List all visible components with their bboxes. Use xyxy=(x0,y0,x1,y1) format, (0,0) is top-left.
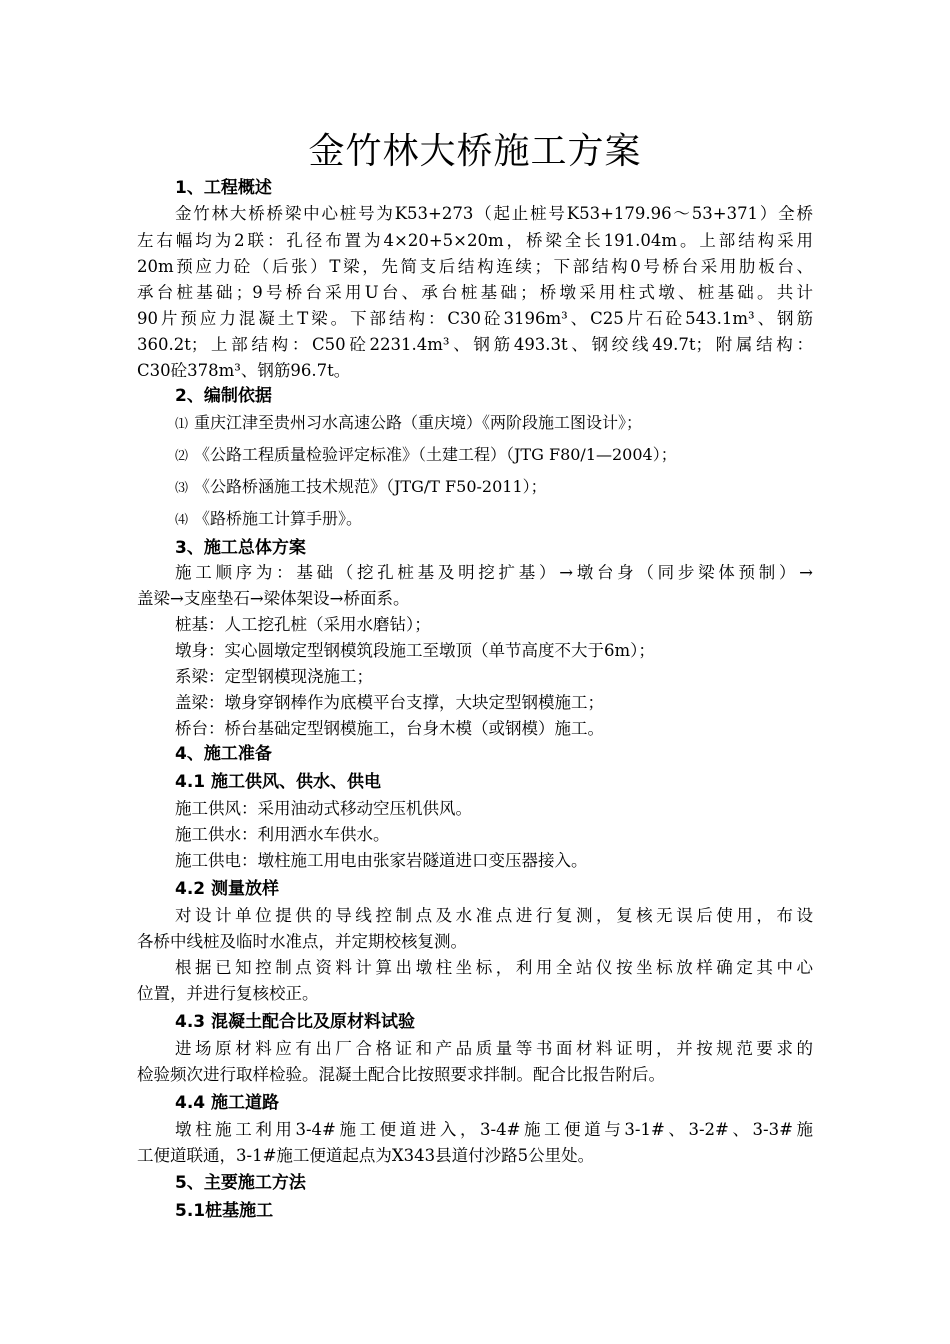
section-heading-methods: 5、主要施工方法 xyxy=(175,1173,306,1193)
paragraph-line: 施工顺序为：基础（挖孔桩基及明挖扩基）→墩台身（同步梁体预制）→ xyxy=(175,563,813,582)
paragraph-line: 进场原材料应有出厂合格证和产品质量等书面材料证明，并按规范要求的 xyxy=(175,1039,813,1058)
paragraph-line: 工便道联通，3-1#施工便道起点为X343县道付沙路5公里处。 xyxy=(137,1146,595,1165)
section-heading-overview: 1、工程概述 xyxy=(175,178,272,198)
paragraph-line: 桩基：人工挖孔桩（采用水磨钻）； xyxy=(175,615,431,634)
section-heading-preparation: 4、施工准备 xyxy=(175,744,272,764)
paragraph-line: 施工供电：墩柱施工用电由张家岩隧道进口变压器接入。 xyxy=(175,851,588,870)
paragraph-line: 360.2t；上部结构：C50砼2231.4m³、钢筋493.3t、钢绞线49.7t；附属结构： xyxy=(137,335,813,354)
paragraph-line: 20m预应力砼（后张）T梁，先简支后结构连续；下部结构0号桥台采用肋板台、 xyxy=(137,257,813,276)
paragraph-line: 盖梁→支座垫石→梁体架设→桥面系。 xyxy=(137,589,410,608)
paragraph-line: 左右幅均为2联：孔径布置为4×20+5×20m，桥梁全长191.04m。上部结构采用 xyxy=(137,231,813,250)
reference-text: 重庆江津至贵州习水高速公路（重庆境）《两阶段施工图设计》； xyxy=(194,413,643,432)
paragraph-line: 桥台：桥台基础定型钢模施工，台身木模（或钢模）施工。 xyxy=(175,719,604,738)
subsection-heading-survey: 4.2 测量放样 xyxy=(175,879,280,899)
subsection-heading-pile-foundation: 5.1桩基施工 xyxy=(175,1201,274,1221)
paragraph-line: 90片预应力混凝土T梁。下部结构：C30砼3196m³、C25片石砼543.1m³、钢筋 xyxy=(137,309,813,328)
paragraph-line: C30砼378m³、钢筋96.7t。 xyxy=(137,361,351,380)
paragraph-line: 施工供水：利用洒水车供水。 xyxy=(175,825,390,844)
paragraph-line: 位置，并进行复核校正。 xyxy=(137,984,319,1003)
paragraph-line: 施工供风：采用油动式移动空压机供风。 xyxy=(175,799,472,818)
section-heading-overall-plan: 3、施工总体方案 xyxy=(175,538,306,558)
reference-item xyxy=(175,506,362,534)
paragraph-line: 墩身：实心圆墩定型钢模筑段施工至墩顶（单节高度不大于6m）； xyxy=(175,641,655,660)
subsection-heading-utilities: 4.1 施工供风、供水、供电 xyxy=(175,772,382,792)
paragraph-line: 系梁：定型钢模现浇施工； xyxy=(175,667,373,686)
reference-item xyxy=(175,442,677,470)
reference-number: ⑷ xyxy=(175,513,189,528)
reference-item xyxy=(175,474,547,502)
paragraph-line: 检验频次进行取样检验。混凝土配合比按照要求拌制。配合比报告附后。 xyxy=(137,1065,665,1084)
paragraph-line: 墩柱施工利用3-4#施工便道进入，3-4#施工便道与3-1#、3-2#、3-3#施 xyxy=(175,1120,813,1139)
reference-number: ⑶ xyxy=(175,481,189,496)
paragraph-line: 金竹林大桥桥梁中心桩号为K53+273（起止桩号K53+179.96～53+371）全桥 xyxy=(175,204,813,223)
reference-item xyxy=(175,410,642,438)
document-title: 金竹林大桥施工方案 xyxy=(308,131,642,172)
reference-number: ⑴ xyxy=(175,417,189,432)
paragraph-line: 各桥中线桩及临时水准点，并定期校核复测。 xyxy=(137,932,467,951)
paragraph-line: 根据已知控制点资料计算出墩柱坐标，利用全站仪按坐标放样确定其中心 xyxy=(175,958,813,977)
section-heading-basis: 2、编制依据 xyxy=(175,386,272,406)
paragraph-line: 盖梁：墩身穿钢棒作为底模平台支撑，大块定型钢模施工； xyxy=(175,693,604,712)
subsection-heading-roads: 4.4 施工道路 xyxy=(175,1093,280,1113)
paragraph-line: 承台桩基础；9号桥台采用U台、承台桩基础；桥墩采用柱式墩、桩基础。共计 xyxy=(137,283,813,302)
subsection-heading-concrete: 4.3 混凝土配合比及原材料试验 xyxy=(175,1012,416,1032)
paragraph-line: 对设计单位提供的导线控制点及水准点进行复测，复核无误后使用，布设 xyxy=(175,906,813,925)
reference-text: 《路桥施工计算手册》。 xyxy=(194,509,363,528)
reference-text: 《公路桥涵施工技术规范》（JTG/T F50-2011）； xyxy=(194,477,547,496)
reference-text: 《公路工程质量检验评定标准》（土建工程）（JTG F80/1—2004）； xyxy=(194,445,677,464)
reference-number: ⑵ xyxy=(175,449,189,464)
